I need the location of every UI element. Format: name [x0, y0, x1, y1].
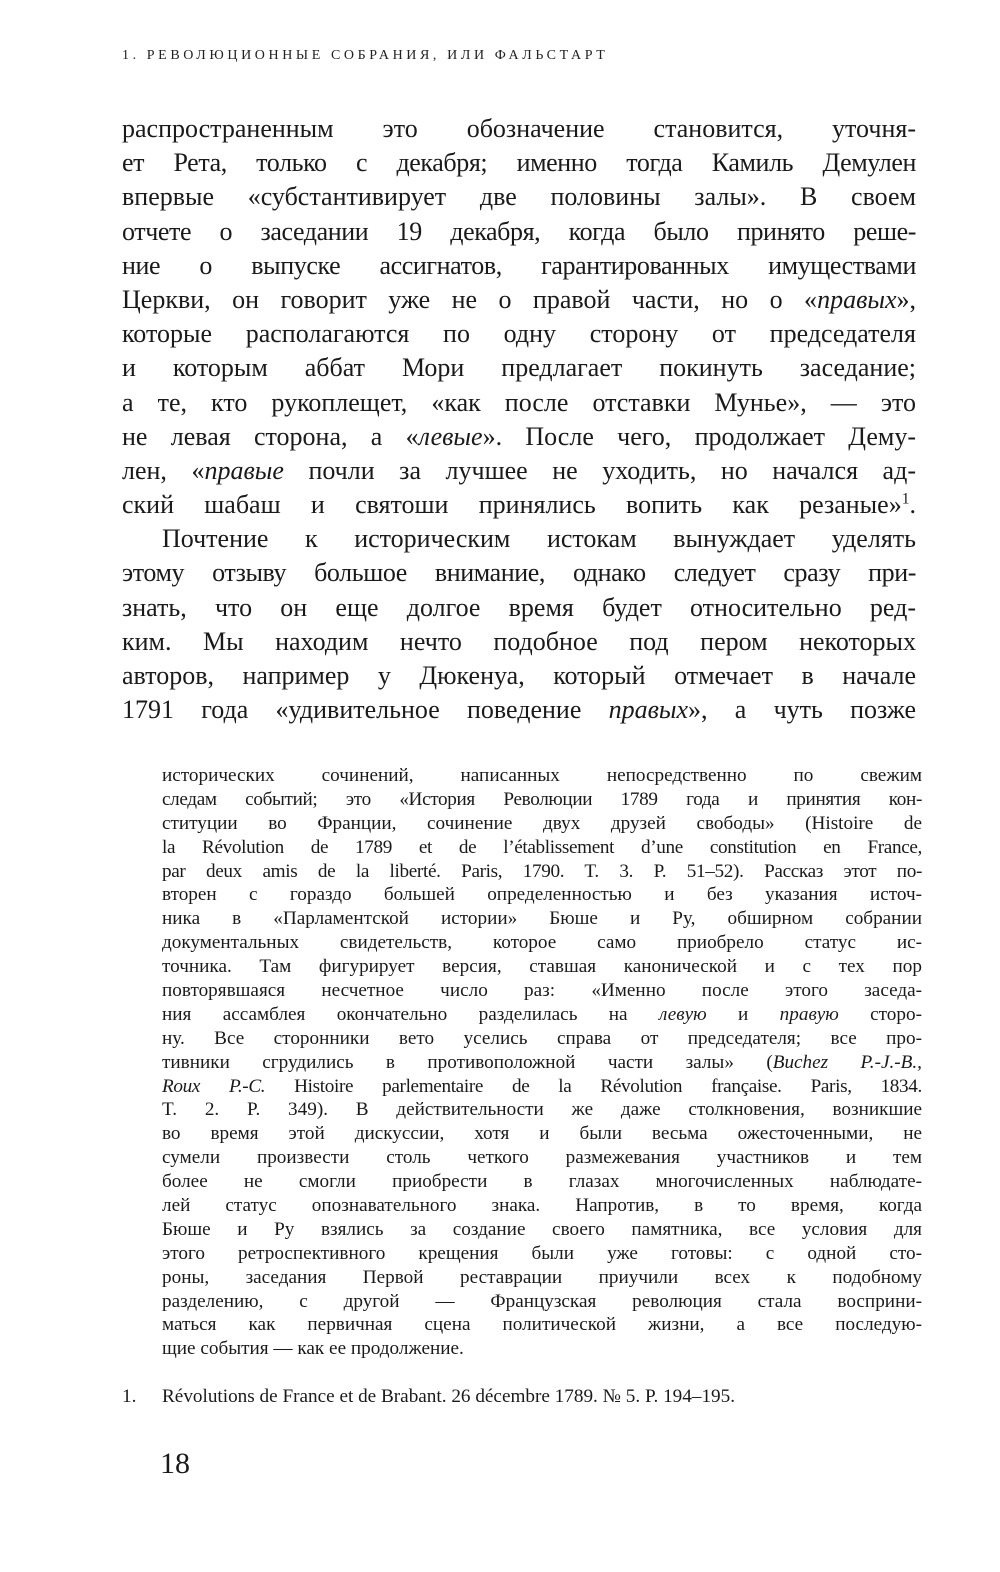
- text-run: сумели произвести столь четкого размежевания участников и тем: [162, 1147, 922, 1169]
- body-line: [122, 556, 916, 590]
- text-run: Почтение к историческим истокам вынуждает уделять: [162, 524, 916, 554]
- body-line: [122, 522, 916, 556]
- italic-text: правую: [779, 1003, 839, 1025]
- note-line: [162, 1313, 922, 1337]
- note-line: [162, 1003, 922, 1027]
- body-line: [122, 351, 916, 385]
- text-run: ну. Все сторонники вето уселись справа от председателя; все про-: [162, 1027, 922, 1049]
- note-line: [162, 1051, 922, 1075]
- italic-text: Roux P.-C.: [162, 1075, 266, 1097]
- text-run: сторо-: [838, 1003, 922, 1025]
- note-line: [162, 1170, 922, 1194]
- text-run: la Révolution de 1789 et de l’établissement d’une constitution en France,: [162, 836, 922, 858]
- text-run: распространенным это обозначение становится, уточня-: [122, 114, 916, 143]
- page-number: 18: [160, 1447, 190, 1480]
- text-run: не левая сторона, а «: [122, 421, 419, 451]
- footnote-ref: 1: [901, 490, 910, 508]
- note-line: [162, 836, 922, 860]
- text-run: тивники сгрудились в противоположной части залы» (: [162, 1051, 773, 1073]
- text-run: и которым аббат Мори предлагает покинуть заседание;: [122, 353, 916, 383]
- body-line: [122, 146, 916, 180]
- footnote-1: [122, 1385, 735, 1409]
- body-line: [122, 420, 916, 454]
- text-run: разделению, с другой — Французская революция стала восприни-: [162, 1290, 922, 1312]
- italic-text: правые: [204, 455, 284, 485]
- text-run: ким. Мы находим нечто подобное под пером некоторых: [122, 626, 916, 656]
- italic-text: правых: [608, 695, 689, 725]
- note-line: [162, 1122, 922, 1146]
- note-line: [162, 979, 922, 1003]
- note-line: [162, 931, 922, 955]
- body-line: [122, 112, 916, 146]
- italic-text: левую: [658, 1003, 707, 1025]
- text-run: ника в «Парламентской истории» Бюше и Ру, обширном собрании: [162, 908, 922, 930]
- text-run: ние о выпуске ассигнатов, гарантированных имуществами: [122, 250, 916, 280]
- note-line: [162, 812, 922, 836]
- italic-text: Buchez P.-J.-B.,: [772, 1051, 922, 1073]
- note-line: [162, 788, 922, 812]
- body-line: [122, 215, 916, 249]
- text-run: ет Рета, только с декабря; именно тогда Камиль Демулен: [122, 148, 916, 178]
- text-run: », а чуть позже: [688, 695, 917, 725]
- note-line: [162, 1266, 922, 1290]
- text-run: этого ретроспективного крещения были уже готовы: с одной сто-: [162, 1242, 922, 1264]
- text-run: лей статус опознавательного знака. Напротив, в то время, когда: [162, 1195, 922, 1217]
- text-run: авторов, например у Дюкенуа, который отмечает в начале: [122, 661, 916, 690]
- text-run: ституции во Франции, сочинение двух друзей свободы» (Histoire de: [162, 812, 922, 834]
- text-run: знать, что он еще долгое время будет относительно ред-: [122, 592, 916, 622]
- text-run: точника. Там фигурирует версия, ставшая канонической и с тех пор: [162, 956, 922, 978]
- text-run: а те, кто рукоплещет, «как после отставки Мунье», — это: [122, 387, 916, 417]
- note-line: [162, 1290, 922, 1314]
- note-line: [162, 764, 922, 788]
- body-line: [122, 180, 916, 214]
- text-run: во время этой дискуссии, хотя и были весьма ожесточенными, не: [162, 1123, 922, 1145]
- text-run: T. 2. P. 349). В действительности же даже столкновения, возникшие: [162, 1099, 922, 1121]
- text-run: .: [909, 490, 916, 520]
- footnote-number: 1.: [122, 1386, 137, 1407]
- note-line: [162, 907, 922, 931]
- note-line: [162, 860, 922, 884]
- body-line: [122, 488, 916, 522]
- text-run: которые располагаются по одну сторону от председателя: [122, 319, 916, 349]
- text-run: ния ассамблея окончательно разделилась на: [162, 1003, 659, 1025]
- text-run: документальных свидетельств, которое само приобрело статус ис-: [162, 932, 922, 954]
- note-line: [162, 1098, 922, 1122]
- note-line: [162, 1218, 922, 1242]
- note-line: [162, 1194, 922, 1218]
- continued-footnote-text: [162, 764, 922, 1361]
- text-run: ский шабаш и святоши принялись вопить как резаные»: [122, 490, 902, 520]
- text-run: следам событий; это «История Революции 1789 года и принятия кон-: [162, 788, 922, 810]
- note-line: [162, 1027, 922, 1051]
- note-line: [162, 1337, 922, 1361]
- body-line: [122, 625, 916, 659]
- text-run: повторявшаяся несчетное число раз: «Именно после этого заседа-: [162, 980, 922, 1002]
- text-run: маться как первичная сцена политической жизни, а все последую-: [162, 1314, 922, 1336]
- body-text: [122, 112, 916, 727]
- text-run: 1791 года «удивительное поведение: [122, 695, 609, 725]
- text-run: отчете о заседании 19 декабря, когда было принято реше-: [122, 216, 916, 246]
- body-line: [122, 454, 916, 488]
- text-run: Histoire parlementaire de la Révolution française. Paris, 1834.: [265, 1075, 922, 1097]
- note-line: [162, 883, 922, 907]
- note-line: [162, 1146, 922, 1170]
- text-run: »,: [896, 284, 916, 314]
- note-line: [162, 1075, 922, 1099]
- text-run: более не смогли приобрести в глазах многочисленных наблюдате-: [162, 1171, 922, 1193]
- text-run: Бюше и Ру взялись за создание своего памятника, все условия для: [162, 1218, 922, 1240]
- text-run: этому отзыву большое внимание, однако следует сразу при-: [122, 558, 916, 588]
- italic-text: правых: [817, 284, 897, 314]
- text-run: роны, заседания Первой реставрации приучили всех к подобному: [162, 1266, 922, 1288]
- text-run: щие события — как ее продолжение.: [162, 1338, 464, 1360]
- text-run: и: [706, 1003, 780, 1025]
- text-run: par deux amis de la liberté. Paris, 1790. T. 3. P. 51–52). Рассказ этот по-: [162, 860, 922, 882]
- body-line: [122, 249, 916, 283]
- body-line: [122, 591, 916, 625]
- text-run: Церкви, он говорит уже не о правой части, но о «: [122, 284, 818, 314]
- text-run: впервые «субстантивирует две половины залы». В своем: [122, 182, 916, 212]
- text-run: вторен с гораздо большей определенностью и без указания источ-: [162, 884, 922, 906]
- body-line: [122, 386, 916, 420]
- running-head: 1. РЕВОЛЮЦИОННЫЕ СОБРАНИЯ, ИЛИ ФАЛЬСТАРТ: [122, 48, 609, 63]
- body-line: [122, 693, 916, 727]
- italic-text: левые: [418, 421, 483, 451]
- body-line: [122, 659, 916, 693]
- footnote-text: Révolutions de France et de Brabant. 26 décembre 1789. № 5. P. 194–195.: [162, 1386, 736, 1407]
- body-line: [122, 283, 916, 317]
- note-line: [162, 955, 922, 979]
- text-run: ». После чего, продолжает Дему-: [482, 421, 916, 451]
- note-line: [162, 1242, 922, 1266]
- body-line: [122, 317, 916, 351]
- text-run: исторических сочинений, написанных непосредственно по свежим: [162, 765, 922, 786]
- text-run: лен, «: [122, 455, 205, 485]
- text-run: почли за лучшее не уходить, но начался ад-: [283, 455, 916, 485]
